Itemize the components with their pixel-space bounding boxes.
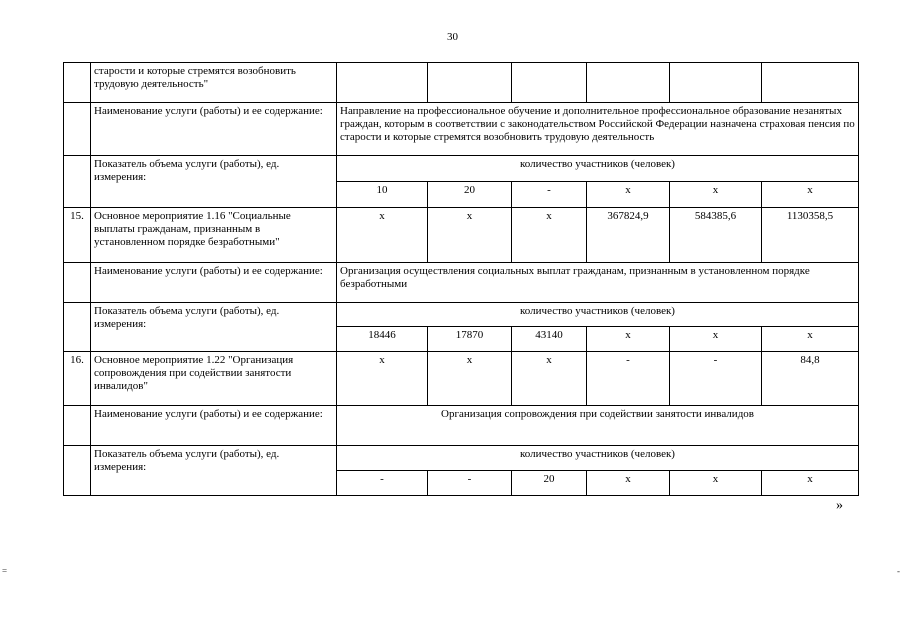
value-cell: 20 [428, 182, 512, 208]
value-cell: x [428, 208, 512, 263]
table-row [64, 156, 859, 182]
value-cell: 367824,9 [587, 208, 670, 263]
value-cell: x [587, 182, 670, 208]
value-cell: x [337, 352, 428, 406]
num-cell [64, 303, 91, 352]
value-cell: - [512, 182, 587, 208]
value-cell: x [670, 327, 762, 352]
num-cell [64, 156, 91, 208]
service-label: Наименование услуги (работы) и ее содержание: [91, 406, 337, 446]
num-cell [64, 63, 91, 103]
measure-label: Показатель объема услуги (работы), ед. измерения: [91, 156, 337, 208]
value-cell: x [762, 471, 859, 496]
value-cell: x [512, 352, 587, 406]
value-cell: - [428, 471, 512, 496]
row-title: Основное мероприятие 1.16 "Социальные выплаты гражданам, признанным в установленном порядке безработными" [91, 208, 337, 263]
value-cell: 1130358,5 [762, 208, 859, 263]
value-cell: x [587, 327, 670, 352]
value-cell: 20 [512, 471, 587, 496]
value-cell: - [587, 352, 670, 406]
value-cell: x [512, 208, 587, 263]
row-title: Основное мероприятие 1.22 "Организация сопровождения при содействии занятости инвалидов" [91, 352, 337, 406]
table-row [64, 406, 859, 446]
service-content: Организация осуществления социальных выплат гражданам, признанным в установленном порядке безработными [337, 263, 859, 303]
table-row [64, 352, 859, 406]
measure-unit: количество участников (человек) [337, 446, 859, 471]
table-row [64, 446, 859, 471]
table-row [64, 303, 859, 327]
right-edge-mark: - [897, 566, 900, 576]
value-cell: x [337, 208, 428, 263]
value-cell: 18446 [337, 327, 428, 352]
service-content: Направление на профессиональное обучение и дополнительное профессиональное образование незанятых граждан, которым в соответствии с законодательством Российской Федерации назначена страховая пенсия по старости и которые стремятся возобновить трудовую деятельность [337, 103, 859, 156]
row-number: 15. [64, 208, 91, 263]
row-title: старости и которые стремятся возобновить трудовую деятельность" [91, 63, 337, 103]
num-cell [64, 103, 91, 156]
closing-quote: » [836, 498, 843, 513]
value-cell: 10 [337, 182, 428, 208]
num-cell [64, 406, 91, 446]
service-content: Организация сопровождения при содействии занятости инвалидов [337, 406, 859, 446]
value-cell: - [670, 352, 762, 406]
num-cell [64, 446, 91, 496]
value-cell: x [428, 352, 512, 406]
measure-label: Показатель объема услуги (работы), ед. измерения: [91, 303, 337, 352]
value-cell: 17870 [428, 327, 512, 352]
table-row [64, 103, 859, 156]
value-cell: 584385,6 [670, 208, 762, 263]
table-row [64, 63, 859, 103]
program-table [63, 62, 859, 496]
measure-label: Показатель объема услуги (работы), ед. измерения: [91, 446, 337, 496]
value-cell: 84,8 [762, 352, 859, 406]
num-cell [64, 263, 91, 303]
row-number: 16. [64, 352, 91, 406]
measure-unit: количество участников (человек) [337, 156, 859, 182]
measure-unit: количество участников (человек) [337, 303, 859, 327]
service-label: Наименование услуги (работы) и ее содержание: [91, 263, 337, 303]
value-cell: 43140 [512, 327, 587, 352]
value-cell: x [670, 182, 762, 208]
value-cell: x [670, 471, 762, 496]
service-label: Наименование услуги (работы) и ее содержание: [91, 103, 337, 156]
value-cell: x [587, 471, 670, 496]
value-cell: - [337, 471, 428, 496]
page-number: 30 [447, 31, 458, 43]
table-row [64, 263, 859, 303]
value-cell: x [762, 327, 859, 352]
left-edge-mark: = [2, 566, 8, 576]
table-row [64, 208, 859, 263]
value-cell: x [762, 182, 859, 208]
